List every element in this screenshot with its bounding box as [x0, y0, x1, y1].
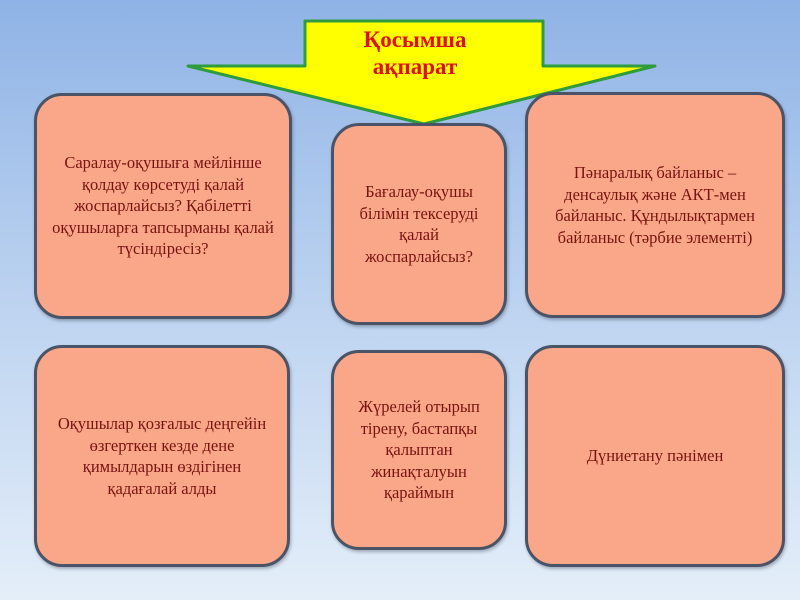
- diagram-title: Қосымша ақпарат: [363, 27, 467, 79]
- box-text: Жүрелей отырып тірену, бастапқы қалыптан жинақталуын қараймын: [358, 397, 480, 503]
- box-text: Саралау-оқушыға мейлінше қолдау көрсетуді қалай жоспарлайсыз? Қабілетті оқушыларға тапсырманы қалай түсіндіресіз?: [52, 153, 274, 259]
- box-text: Бағалау-оқушы білімін тексеруді қалай жоспарлайсыз?: [359, 182, 479, 266]
- info-box-interdisciplinary: [525, 92, 785, 318]
- box-text: Пәнаралық байланыс – денсаулық және АКТ-мен байланыс. Құндылықтармен байланыс (тәрбие элементі): [555, 163, 755, 247]
- info-box-assessment: [331, 123, 507, 325]
- box-text: Оқушылар қозғалыс деңгейін өзгерткен кезде дене қимылдарын өздігінен қадағалай алды: [57, 414, 267, 498]
- info-box-differentiation: [34, 93, 292, 319]
- info-box-movement: [34, 345, 290, 567]
- info-box-exercise: [331, 350, 507, 550]
- info-box-subject-link: [525, 345, 785, 567]
- box-text: Дүниетану пәнімен: [586, 446, 724, 466]
